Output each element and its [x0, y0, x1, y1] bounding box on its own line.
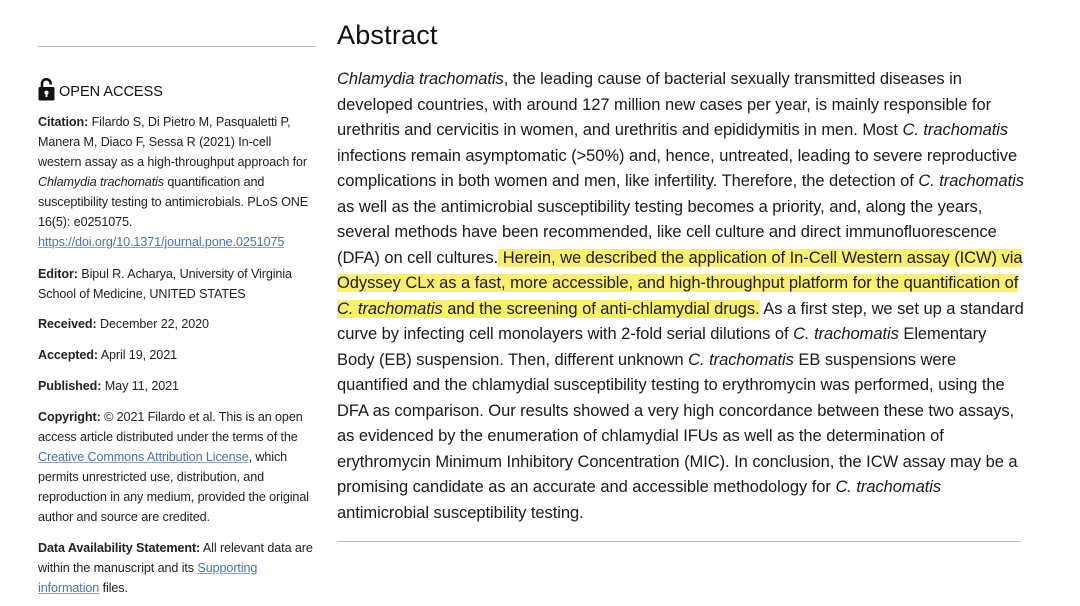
data-availability-block — [38, 538, 316, 598]
highlight-text: and the screening of anti-chlamydial drugs. — [447, 299, 760, 318]
species-name: C. trachomatis — [688, 350, 794, 369]
citation-species: Chlamydia trachomatis — [38, 175, 164, 189]
copyright-block — [38, 407, 316, 527]
license-link[interactable]: Creative Commons Attribution License — [38, 450, 249, 464]
open-lock-icon — [38, 78, 55, 101]
accepted-label: Accepted: — [38, 348, 98, 362]
abstract-text: infections remain asymptomatic (>50%) and, hence, untreated, leading to severe reproductive complications in both women and men, like infertility. Therefore, the detection of — [337, 146, 1018, 190]
received-label: Received: — [38, 317, 97, 331]
abstract-text: as well as the antimicrobial susceptibility testing becomes a priority, and, along the years, several methods have been recommended, like cell culture and direct immunofluorescence (DFA) on cell cultures. — [337, 197, 997, 267]
supporting-information-link[interactable]: Supporting information — [38, 561, 258, 595]
sidebar-divider — [38, 46, 316, 47]
copyright-label: Copyright: — [38, 410, 101, 424]
copyright-text: © 2021 Filardo et al. This is an open access article distributed under the terms of the — [38, 410, 303, 444]
citation-label: Citation: — [38, 115, 89, 129]
citation-block — [38, 112, 316, 252]
abstract-text: As a first step, we set up a standard curve by infecting cell monolayers with 2-fold serial dilutions of — [337, 299, 1024, 343]
abstract-divider — [337, 541, 1021, 542]
received-block — [38, 314, 316, 334]
open-access-label: OPEN ACCESS — [59, 84, 163, 100]
accepted-block — [38, 345, 316, 365]
data-availability-label: Data Availability Statement: — [38, 541, 201, 555]
abstract-text: , the leading cause of bacterial sexually transmitted diseases in developed countries, with around 127 million new cases per year, is mainly responsible for urethritis and cervicitis in women, and urethritis and epididymitis in men. Most — [337, 70, 992, 139]
abstract-text: antimicrobial susceptibility testing. — [337, 503, 584, 522]
abstract-text: EB suspensions were quantified and the chlamydial susceptibility testing to erythromycin was performed, using the DFA as comparison. Our results showed a very high concordance between these two assays, as evidenced by the enumeration of chlamydial IFUs as well as the determination of erythromycin Minimum Inhibitory Concentration (MIC). In conclusion, the ICW assay may be a promising candidate as an accurate and accessible methodology for — [337, 350, 1018, 496]
abstract-paragraph — [337, 67, 1025, 526]
doi-link[interactable]: https://doi.org/10.1371/journal.pone.0251075 — [38, 235, 285, 249]
abstract-text: Elementary Body (EB) suspension. Then, different unknown — [337, 325, 987, 369]
editor-block — [38, 264, 316, 304]
species-name: C. trachomatis — [902, 121, 1009, 139]
species-name: C. trachomatis — [835, 478, 942, 496]
published-date: May 11, 2021 — [104, 379, 179, 393]
data-availability-text: All relevant data are within the manuscript and its — [38, 541, 313, 575]
citation-text-2: quantification and susceptibility testing to antimicrobials. PLoS ONE 16(5): e0251075. — [38, 175, 309, 229]
species-name: Chlamydia trachomatis — [337, 70, 504, 88]
published-label: Published: — [38, 379, 102, 393]
citation-text: Filardo S, Di Pietro M, Pasqualetti P, Manera M, Diaco F, Sessa R (2021) In-cell western assay as a high-throughput approach for — [38, 115, 308, 169]
data-availability-text-2: files. — [102, 581, 128, 595]
received-date: December 22, 2020 — [100, 317, 209, 331]
highlight-text: Herein, we described the application of In-Cell Western assay (ICW) via Odyssey CLx as a fast, more accessible, and high-throughput platform for the quantification of — [337, 248, 1023, 292]
species-name: C. trachomatis — [337, 299, 443, 318]
species-name: C. trachomatis — [918, 172, 1024, 190]
editor-text: Bipul R. Acharya, University of Virginia School of Medicine, UNITED STATES — [38, 267, 292, 301]
abstract-heading: Abstract — [337, 20, 438, 50]
published-block — [38, 376, 316, 396]
editor-label: Editor: — [38, 267, 78, 281]
accepted-date: April 19, 2021 — [100, 348, 178, 362]
species-name: C. trachomatis — [793, 325, 899, 343]
open-access-badge — [38, 76, 163, 102]
copyright-text-2: , which permits unrestricted use, distribution, and reproduction in any medium, provided the original author and source are credited. — [38, 450, 309, 524]
